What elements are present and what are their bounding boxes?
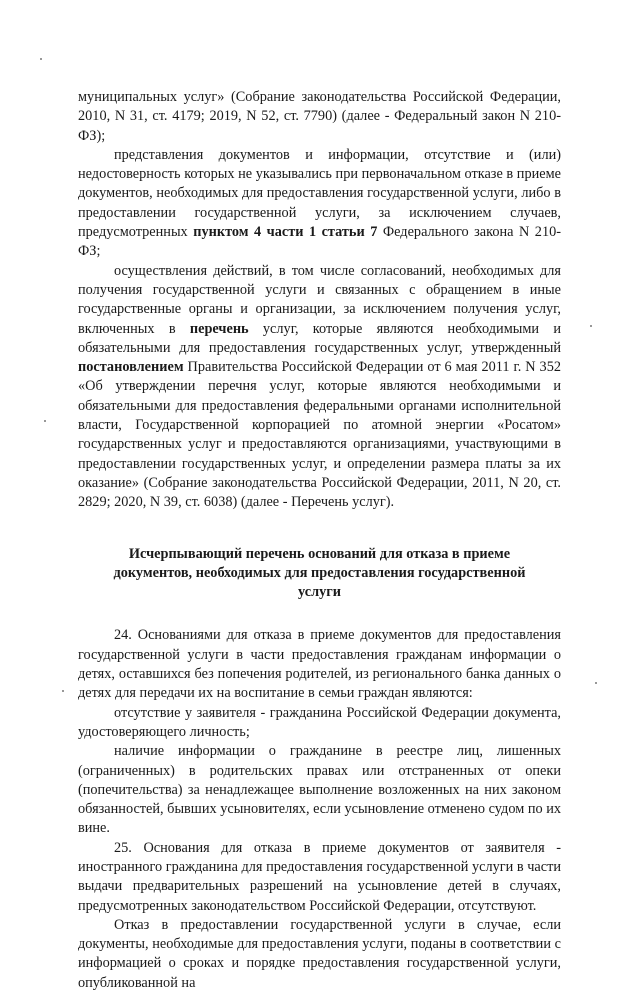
bold-reference: перечень: [189, 320, 249, 337]
paragraph-p1: [78, 146, 561, 262]
text-run: 24. Основаниями для отказа в приеме документов для предоставления государственной услуги в части предоставления гражданам информации о детях, оставшихся без попечения родителей, из регионального банка данных о детях для передачи их на воспитание в семьи граждан являются:: [78, 627, 561, 702]
bold-reference: постановлением: [78, 359, 184, 376]
text-run: представления документов и информации, отсутствие и (или) недостоверность которых не указывались при первоначальном отказе в приеме документов, необходимых для предоставления государственной услуги, либо в предоставлении государственной услуги, за исключением случаев, предусмотренных: [78, 146, 561, 241]
paragraph-p6: [78, 839, 561, 916]
paragraphs-bottom: [78, 626, 561, 993]
text-run: услуг, которые являются необходимыми и обязательными для предоставления государственных услуг, утвержденный: [78, 320, 561, 356]
text-run: наличие информации о гражданине в реестре лиц, лишенных (ограниченных) в родительских правах или отстраненных от опеки (попечительства) за ненадлежащее выполнение возложенных на них законом обязанностей, бывших усыновителях, если усыновление отменено судом по их вине.: [78, 743, 561, 837]
text-run: Федерального закона N 210-ФЗ;: [78, 224, 561, 260]
paragraph-p4: [78, 704, 561, 743]
text-run: Отказ в предоставлении государственной услуги в случае, если документы, необходимые для предоставления услуги, поданы в соответствии с информацией о сроках и порядке предоставления государственной услуги, опубликованной на: [78, 916, 561, 991]
paragraph-p3: [78, 626, 561, 703]
paragraph-p2: [78, 262, 561, 513]
text-run: 25. Основания для отказа в приеме документов от заявителя - иностранного гражданина для предоставления государственной услуги в части выдачи предварительных разрешений на усыновление детей в случаях, предусмотренных законодательством Российской Федерации, отсутствуют.: [78, 839, 561, 914]
scan-speck: [40, 58, 42, 60]
scan-speck: [590, 325, 592, 327]
scan-speck: [44, 420, 46, 422]
paragraph-p5: [78, 742, 561, 838]
text-run: Правительства Российской Федерации от 6 мая 2011 г. N 352 «Об утверждении перечня услуг, которые являются необходимыми и обязательными для предоставления федеральными органами исполнительной власти, Государственной корпорацией по атомной энергии «Росатом» государственных услуг и предоставляются организациями, участвующими в предоставлении государственных услуг, и определении размера платы за их оказание» (Собрание законодательства Российской Федерации, 2011, N 20, ст. 2829; 2020, N 39, ст. 6038) (далее - Перечень услуг).: [78, 359, 561, 511]
bold-reference: пунктом 4 части 1 статьи 7: [193, 224, 378, 241]
section-heading: Исчерпывающий перечень оснований для отказа в приеме документов, необходимых для предоставления государственной услуги: [113, 545, 526, 601]
paragraph-p0: [78, 88, 561, 146]
document-page: [78, 88, 561, 993]
scan-speck: [62, 690, 64, 692]
paragraph-p7: [78, 916, 561, 993]
scan-speck: [595, 682, 597, 684]
paragraphs-top: [78, 88, 561, 513]
text-run: отсутствие у заявителя - гражданина Российской Федерации документа, удостоверяющего личность;: [78, 704, 561, 740]
text-run: муниципальных услуг» (Собрание законодательства Российской Федерации, 2010, N 31, ст. 4179; 2019, N 52, ст. 7790) (далее - Федеральный закон N 210-ФЗ);: [78, 89, 561, 144]
text-run: осуществления действий, в том числе согласований, необходимых для получения государственной услуги и связанных с обращением в иные государственные органы и организации, за исключением получения услуг, включенных в: [78, 262, 561, 337]
